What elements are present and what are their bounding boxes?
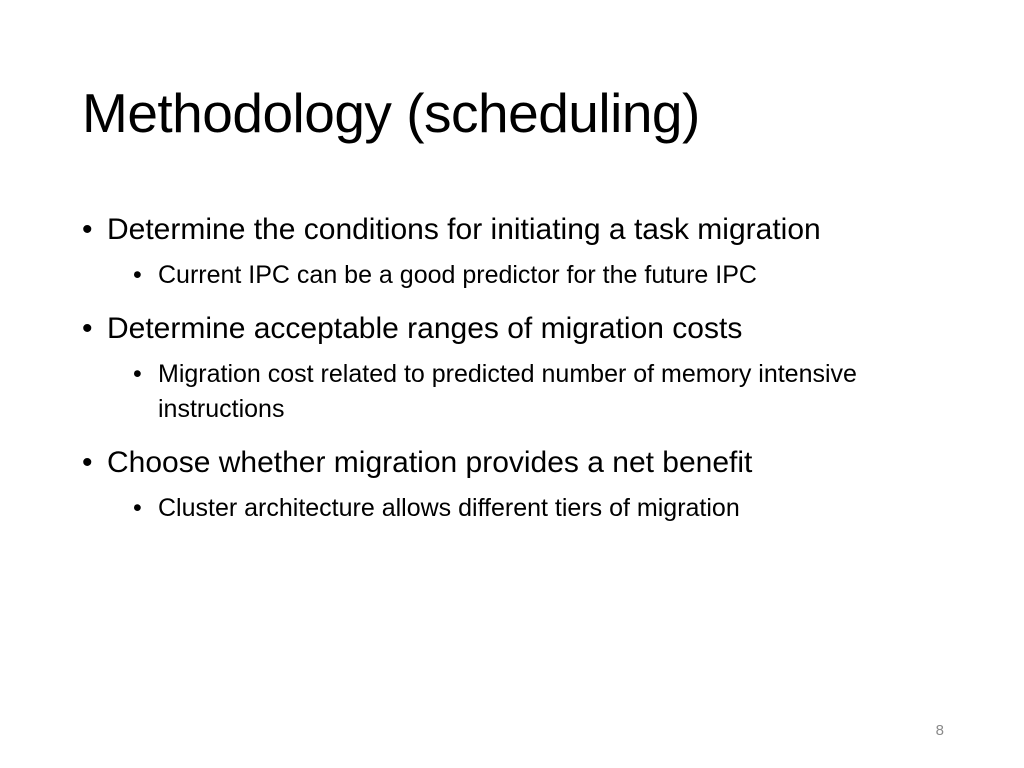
bullet-text: Determine acceptable ranges of migration costs bbox=[107, 312, 743, 345]
bullet-icon: • bbox=[82, 312, 93, 345]
bullet-list bbox=[82, 210, 942, 542]
bullet-icon: • bbox=[82, 213, 93, 246]
bullet-point-benefit bbox=[82, 443, 942, 526]
bullet-icon: • bbox=[82, 446, 93, 479]
slide-title: Methodology (scheduling) bbox=[82, 82, 700, 144]
bullet-icon: • bbox=[133, 494, 142, 522]
bullet-icon: • bbox=[133, 360, 142, 388]
bullet-point-conditions bbox=[82, 210, 942, 293]
sub-bullet-point bbox=[133, 357, 942, 427]
sub-bullet-text: Current IPC can be a good predictor for the future IPC bbox=[158, 261, 757, 289]
sub-bullet-text: Cluster architecture allows different tiers of migration bbox=[158, 494, 740, 522]
sub-bullet-text: Migration cost related to predicted number of memory intensive instructions bbox=[158, 360, 857, 423]
bullet-text: Determine the conditions for initiating a task migration bbox=[107, 213, 821, 246]
sub-bullet-list bbox=[107, 491, 942, 526]
bullet-point-costs bbox=[82, 309, 942, 427]
bullet-icon: • bbox=[133, 261, 142, 289]
bullet-text: Choose whether migration provides a net benefit bbox=[107, 446, 753, 479]
sub-bullet-point bbox=[133, 258, 942, 293]
sub-bullet-point bbox=[133, 491, 942, 526]
sub-bullet-list bbox=[107, 258, 942, 293]
slide-number: 8 bbox=[935, 722, 944, 739]
sub-bullet-list bbox=[107, 357, 942, 427]
